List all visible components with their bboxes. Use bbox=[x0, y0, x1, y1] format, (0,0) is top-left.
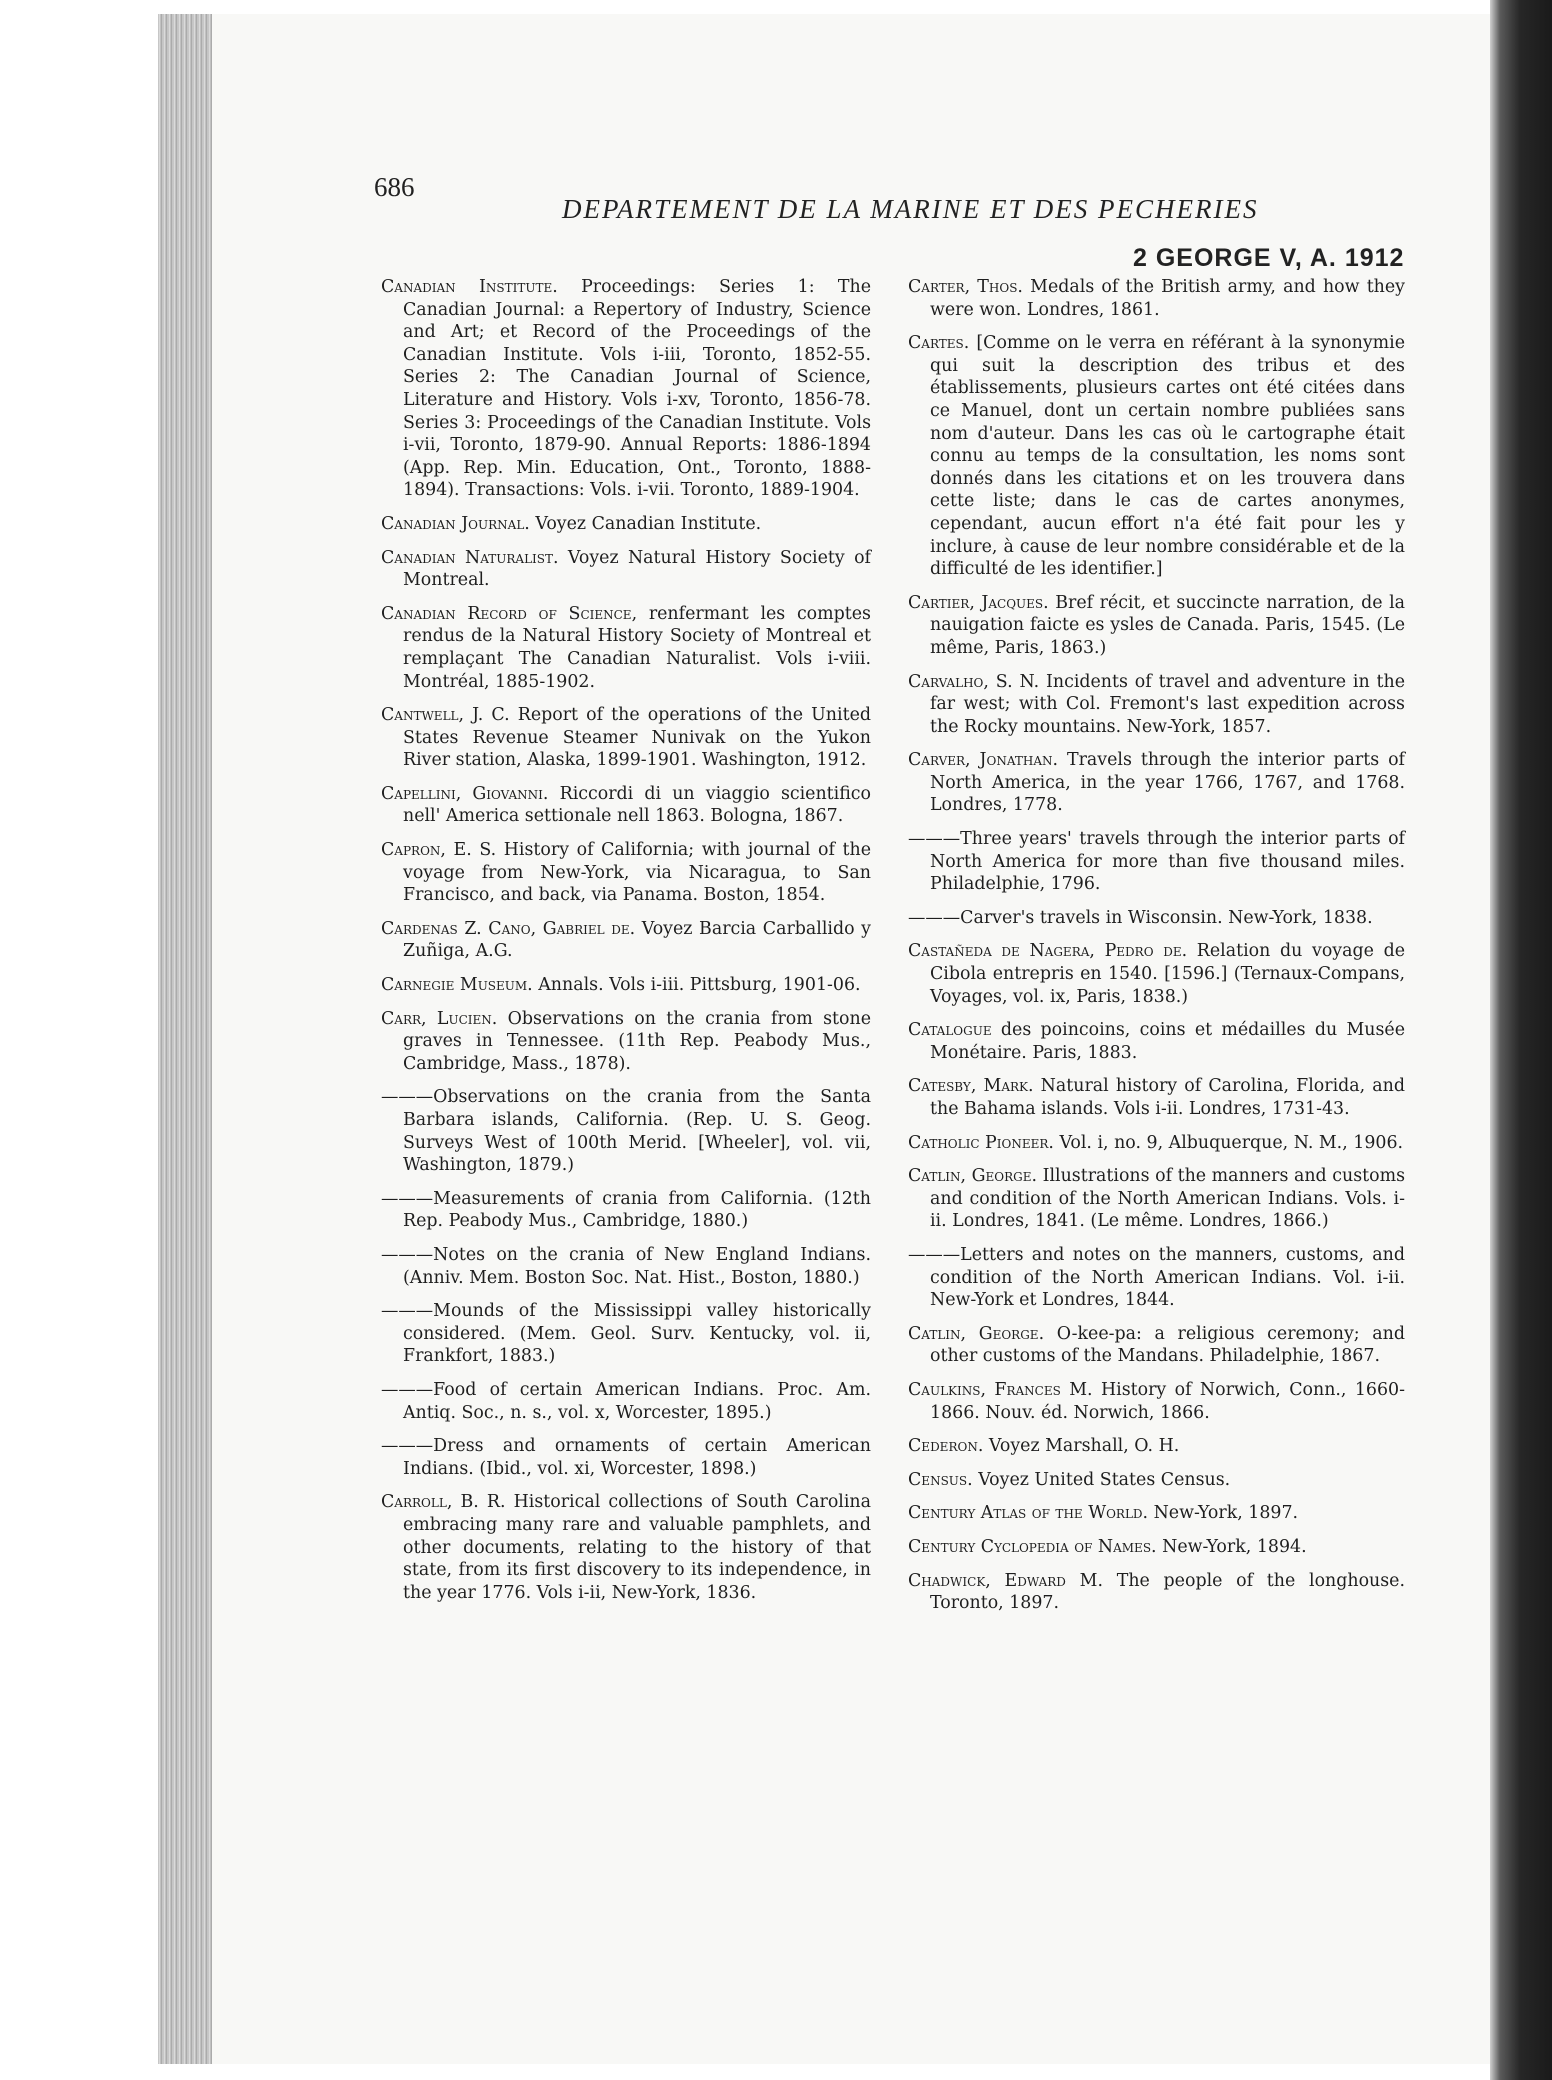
bibliography-entry bbox=[381, 1379, 871, 1424]
bibliography-entry bbox=[908, 1435, 1405, 1458]
bibliography-entry bbox=[381, 1244, 871, 1289]
entry-heading: Canadian Institute. bbox=[381, 277, 558, 297]
bibliography-entry bbox=[381, 1188, 871, 1233]
entry-heading: ——— bbox=[381, 1301, 434, 1322]
entry-text: Observations on the crania from the Santa Barbara islands, California. (Rep. U. S. Geog. Surveys West of 100th Merid. [Wheeler], vol. vii, Washington, 1879.) bbox=[403, 1087, 871, 1176]
entry-text: Voyez Natural History Society of Montreal. bbox=[403, 547, 871, 591]
entry-heading: Cantwell, J. C. bbox=[381, 705, 510, 726]
entry-text: Relation du voyage de Cibola entrepris en 1540. [1596.] (Ternaux-Compans, Voyages, vol. ix, Paris, 1838.) bbox=[930, 941, 1405, 1007]
entry-text: des poincoins, coins et médailles du Musée Monétaire. Paris, 1883. bbox=[930, 1020, 1406, 1063]
entry-text: History of Norwich, Conn., 1660-1866. Nouv. éd. Norwich, 1866. bbox=[930, 1379, 1405, 1423]
entry-text: Illustrations of the manners and customs and condition of the North American Indians. Vols. i-ii. Londres, 1841. (Le même. Londres, 1866.) bbox=[930, 1166, 1405, 1232]
bibliography-entry bbox=[381, 513, 871, 536]
entry-text: Voyez Barcia Carballido y Zuñiga, A.G. bbox=[403, 918, 871, 962]
entry-text: History of California; with journal of the voyage from New-York, via Nicaragua, to San Francisco, and back, via Panama. Boston, 1854. bbox=[403, 840, 871, 906]
entry-heading: Census. bbox=[908, 1469, 973, 1490]
entry-text: New-York, 1894. bbox=[1162, 1536, 1307, 1557]
bibliography-entry bbox=[908, 1570, 1405, 1615]
bibliography-entry bbox=[908, 1244, 1405, 1312]
entry-heading: ——— bbox=[381, 1379, 434, 1400]
entry-heading: Cartes. bbox=[908, 333, 970, 354]
entry-heading: Cederon. bbox=[908, 1436, 984, 1457]
bibliography-entry bbox=[381, 1300, 871, 1368]
bibliography-entry bbox=[908, 1536, 1405, 1559]
entry-text: Vol. i, no. 9, Albuquerque, N. M., 1906. bbox=[1059, 1132, 1404, 1153]
bibliography-entry bbox=[381, 603, 871, 693]
entry-text: Mounds of the Mississippi valley historically considered. (Mem. Geol. Surv. Kentucky, vol. ii, Frankfort, 1883.) bbox=[403, 1301, 871, 1367]
entry-heading: ——— bbox=[908, 1244, 961, 1265]
entry-text: Observations on the crania from stone graves in Tennessee. (11th Rep. Peabody Mus., Cambridge, Mass., 1878). bbox=[403, 1008, 871, 1074]
bibliography-entry bbox=[908, 1502, 1405, 1525]
entry-text: Historical collections of South Carolina embracing many rare and valuable pamphlets, and other documents, relating to the history of that state, from its first discovery to its independence, in the year 1776. Vols i-ii, New-York, 1836. bbox=[403, 1492, 871, 1603]
bibliography-entry bbox=[908, 671, 1405, 739]
bibliography-entry bbox=[381, 1435, 871, 1480]
bibliography-entry bbox=[381, 974, 871, 997]
bibliography-entry bbox=[381, 1491, 871, 1604]
entry-text: Riccordi di un viaggio scientifico nell' America settionale nell 1863. Bologna, 1867. bbox=[403, 783, 872, 827]
bibliography-entry bbox=[908, 1019, 1405, 1064]
entry-heading: Chadwick, Edward M. bbox=[908, 1570, 1103, 1591]
entry-text: Three years' travels through the interior parts of North America for more than five thousand miles. Philadelphie, 1796. bbox=[930, 829, 1405, 895]
bibliography-entry bbox=[908, 1165, 1405, 1233]
bibliography-entry bbox=[381, 1008, 871, 1076]
entry-heading: Catlin, George. bbox=[908, 1166, 1038, 1187]
bibliography-entry bbox=[908, 828, 1405, 896]
entry-heading: Century Cyclopedia of Names. bbox=[908, 1536, 1157, 1557]
entry-heading: Carnegie Museum. bbox=[381, 975, 533, 996]
bibliography-entry bbox=[381, 839, 871, 907]
entry-heading: Century Atlas of the World. bbox=[908, 1503, 1149, 1524]
page-number: 686 bbox=[374, 172, 415, 202]
bibliography-entry bbox=[908, 276, 1405, 321]
entry-heading: Canadian Record of Science, bbox=[381, 603, 638, 624]
entry-text: Food of certain American Indians. Proc. Am. Antiq. Soc., n. s., vol. x, Worcester, 1895.) bbox=[403, 1379, 871, 1423]
bibliography-entry bbox=[908, 940, 1405, 1008]
entry-text: Voyez Canadian Institute. bbox=[535, 513, 762, 534]
entry-heading: Catlin, George. bbox=[908, 1323, 1045, 1344]
bibliography-entry bbox=[908, 907, 1405, 930]
running-title: DEPARTEMENT DE LA MARINE ET DES PECHERIES bbox=[562, 194, 1259, 224]
entry-heading: Carroll, B. R. bbox=[381, 1492, 506, 1513]
entry-text: Voyez United States Census. bbox=[978, 1469, 1231, 1490]
entry-heading: Carver, Jonathan. bbox=[908, 750, 1059, 771]
entry-text: Annals. Vols i-iii. Pittsburg, 1901-06. bbox=[538, 975, 861, 996]
entry-text: Medals of the British army, and how they were won. Londres, 1861. bbox=[930, 277, 1406, 320]
bibliography-entry bbox=[381, 1086, 871, 1176]
entry-heading: Capron, E. S. bbox=[381, 840, 497, 861]
bibliography-entry bbox=[908, 1075, 1405, 1120]
entry-heading: Canadian Naturalist. bbox=[381, 547, 559, 568]
bibliography-entry bbox=[381, 547, 871, 592]
entry-heading: Castañeda de Nagera, Pedro de. bbox=[908, 941, 1188, 962]
entry-text: Carver's travels in Wisconsin. New-York, 1838. bbox=[960, 907, 1373, 928]
entry-heading: Cartier, Jacques. bbox=[908, 592, 1049, 613]
entry-text: Measurements of crania from California. (12th Rep. Peabody Mus., Cambridge, 1880.) bbox=[403, 1188, 871, 1232]
entry-heading: Carter, Thos. bbox=[908, 277, 1023, 297]
bibliography-entry bbox=[908, 332, 1405, 581]
entry-heading: ——— bbox=[908, 907, 961, 928]
entry-text: Travels through the interior parts of North America, in the year 1766, 1767, and 1768. Londres, 1778. bbox=[930, 750, 1405, 816]
entry-text: Incidents of travel and adventure in the far west; with Col. Fremont's last expedition across the Rocky mountains. New-York, 1857. bbox=[930, 671, 1406, 737]
entry-text: renfermant les comptes rendus de la Natural History Society of Montreal et remplaçant The Canadian Naturalist. Vols i-viii. Montréal, 1885-1902. bbox=[403, 603, 871, 692]
entry-heading: ——— bbox=[381, 1188, 434, 1209]
entry-text: New-York, 1897. bbox=[1153, 1503, 1299, 1524]
entry-heading: ——— bbox=[381, 1436, 434, 1457]
entry-heading: Caulkins, Frances M. bbox=[908, 1379, 1093, 1400]
bibliography-entry bbox=[908, 1469, 1405, 1492]
bibliography-entry bbox=[908, 592, 1405, 660]
bibliography-entry bbox=[908, 749, 1405, 817]
entry-text: Notes on the crania of New England Indians. (Anniv. Mem. Boston Soc. Nat. Hist., Boston, 1880.) bbox=[403, 1244, 871, 1288]
bibliography-entry bbox=[381, 704, 871, 772]
bibliography-entry bbox=[908, 1323, 1405, 1368]
entry-heading: ——— bbox=[381, 1087, 434, 1108]
entry-text: The people of the longhouse. Toronto, 1897. bbox=[930, 1570, 1405, 1614]
session-label: 2 GEORGE V, A. 1912 bbox=[1133, 244, 1405, 272]
entry-heading: Catesby, Mark. bbox=[908, 1076, 1034, 1097]
entry-heading: Carvalho, S. N. bbox=[908, 671, 1040, 692]
entry-text: Natural history of Carolina, Florida, and the Bahama islands. Vols i-ii. Londres, 1731-43. bbox=[930, 1076, 1406, 1119]
bibliography-entry bbox=[381, 276, 871, 502]
entry-text: Report of the operations of the United States Revenue Steamer Nunivak on the Yukon River station, Alaska, 1899-1901. Washington, 1912. bbox=[403, 705, 871, 771]
left-column bbox=[381, 276, 871, 1615]
entry-heading: Carr, Lucien. bbox=[381, 1008, 498, 1029]
entry-heading: Catalogue bbox=[908, 1020, 992, 1041]
book-page-edges bbox=[158, 14, 214, 2064]
entry-text: Proceedings: Series 1: The Canadian Journal: a Repertory of Industry, Science and Art; et Record of the Proceedings of the Canadian Institute. Vols i-iii, Toronto, 1852-55. Series 2: The Canadian Journal of Science, Literature and History. Vols i-xv, Toronto, 1856-78. Series 3: Proceedings of the Canadian Institute. Vols i-vii, Toronto, 1879-90. Annual Reports: 1886-1894 (App. Rep. Min. Education, Ont., Toronto, 1888-1894). Transactions: Vols. i-vii. Toronto, 1889-1904. bbox=[403, 277, 872, 501]
book-spine-shadow bbox=[1490, 0, 1552, 2080]
entry-heading: Catholic Pioneer. bbox=[908, 1132, 1054, 1153]
entry-text: O-kee-pa: a religious ceremony; and other customs of the Mandans. Philadelphie, 1867. bbox=[930, 1323, 1406, 1367]
bibliography-entry bbox=[908, 1132, 1405, 1155]
entry-heading: Canadian Journal. bbox=[381, 513, 530, 534]
bibliography-entry bbox=[908, 1379, 1405, 1424]
bibliography-entry bbox=[381, 918, 871, 963]
entry-text: Dress and ornaments of certain American Indians. (Ibid., vol. xi, Worcester, 1898.) bbox=[403, 1436, 871, 1479]
entry-text: Voyez Marshall, O. H. bbox=[988, 1436, 1180, 1457]
entry-heading: ——— bbox=[381, 1244, 434, 1265]
entry-text: Bref récit, et succincte narration, de la nauigation faicte es ysles de Canada. Paris, 1545. (Le même, Paris, 1863.) bbox=[930, 592, 1406, 658]
bibliography-entry bbox=[381, 783, 871, 828]
entry-text: [Comme on le verra en référant à la synonymie qui suit la description des tribus et des établissements, plusieurs cartes ont été citées dans ce Manuel, dont un certain nombre publiées sans nom d'auteur. Dans les cas où le cartographe était connu au temps de la consultation, les noms sont donnés dans les citations et on les trouvera dans cette liste; dans le cas de cartes anonymes, cependant, aucun effort n'a été fait pour les y inclure, à cause de leur nombre considérable et de la difficulté de les identifier.] bbox=[930, 333, 1406, 580]
right-column bbox=[908, 276, 1405, 1626]
entry-text: Letters and notes on the manners, customs, and condition of the North American Indians. Vol. i-ii. New-York et Londres, 1844. bbox=[930, 1244, 1405, 1311]
entry-heading: Cardenas Z. Cano, Gabriel de. bbox=[381, 918, 636, 939]
entry-heading: ——— bbox=[908, 829, 961, 850]
entry-heading: Capellini, Giovanni. bbox=[381, 783, 549, 804]
